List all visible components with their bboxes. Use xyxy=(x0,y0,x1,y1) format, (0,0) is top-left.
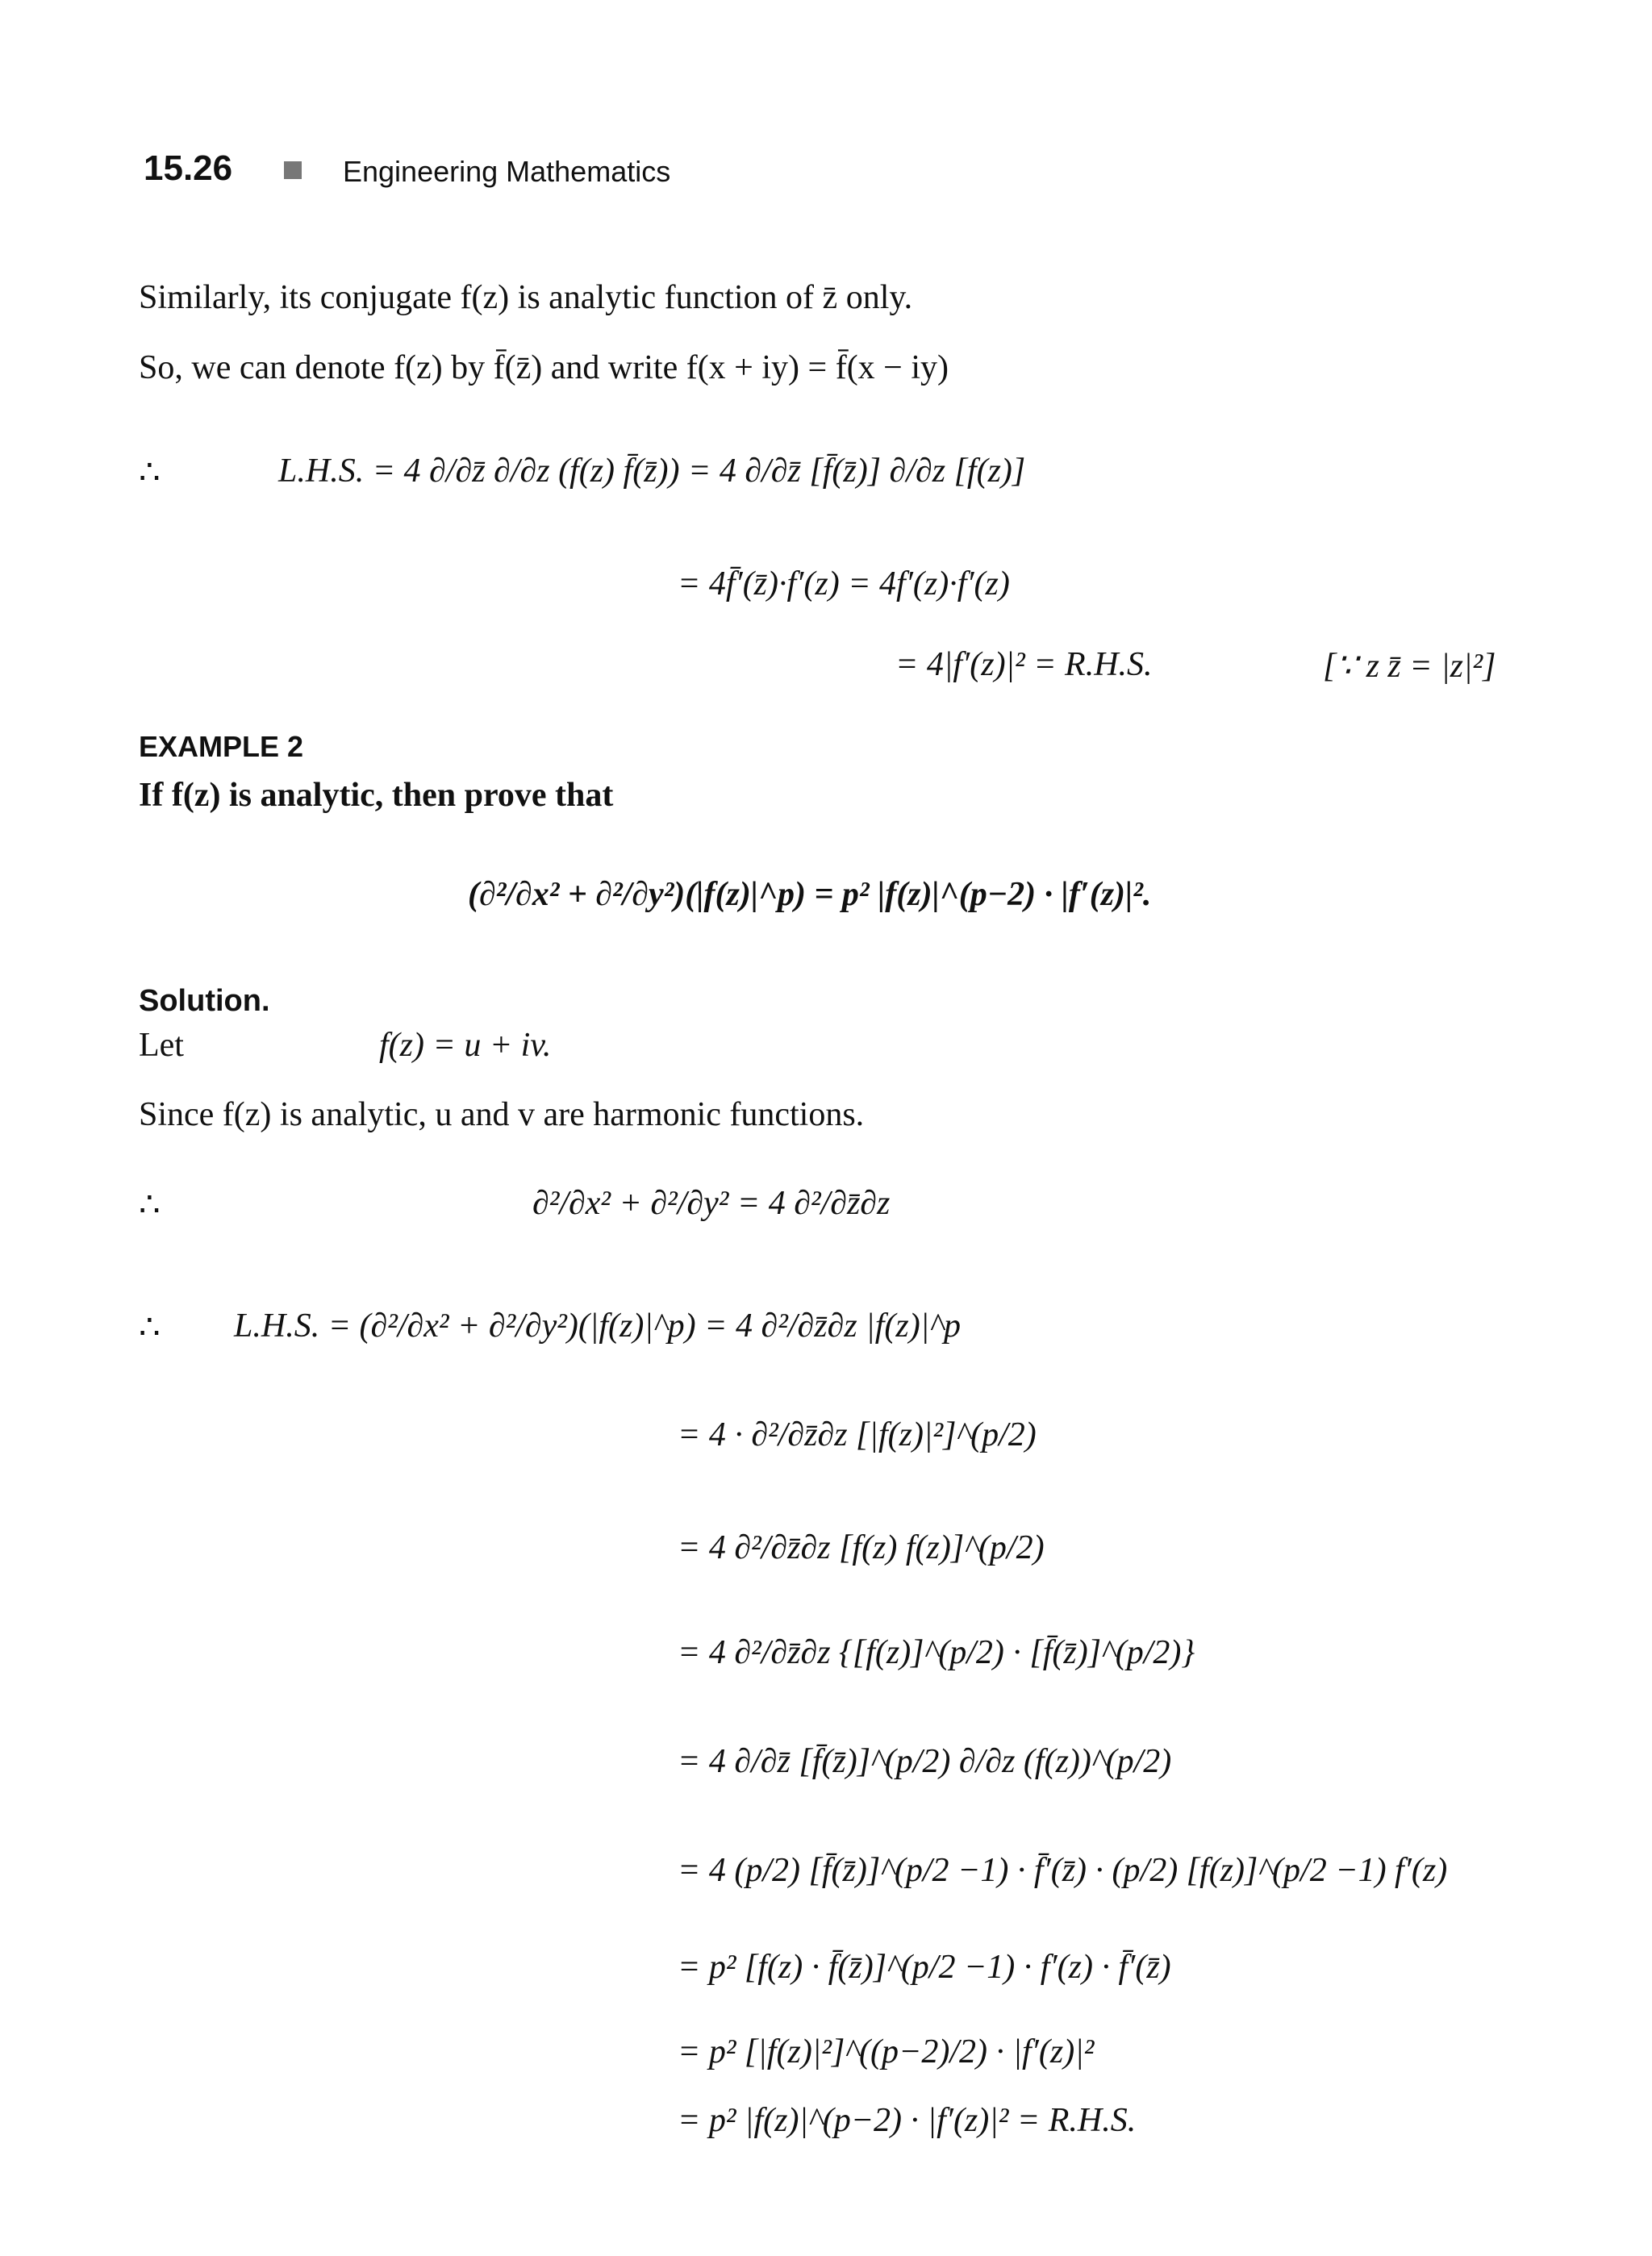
therefore-symbol: ∴ xyxy=(139,454,161,491)
solution-step-7: = p² [|f(z)|²]^((p−2)/2) · |f′(z)|² xyxy=(678,2033,1095,2070)
paragraph-denote: So, we can denote f(z) by f̄(z̄) and write f(x + iy) = f̄(x − iy) xyxy=(139,349,949,386)
example-label: EXAMPLE 2 xyxy=(139,730,304,763)
laplace-operator: ∂²/∂x² + ∂²/∂y² = 4 ∂²/∂z̄∂z xyxy=(532,1185,891,1222)
let-word: Let xyxy=(139,1027,184,1064)
example-formula: (∂²/∂x² + ∂²/∂y²)(|f(z)|^p) = p² |f(z)|^(p−2) · |f′(z)|². xyxy=(468,876,1152,913)
therefore-symbol-3: ∴ xyxy=(139,1309,161,1346)
equation-step-2: = 4f̄′(z̄)·f′(z) = 4f′(z)·f′(z) xyxy=(678,565,1010,603)
solution-step-6: = p² [f(z) · f̄(z̄)]^(p/2 −1) · f′(z) · f̄′(z̄) xyxy=(678,1949,1171,1986)
let-expression: f(z) = u + iv. xyxy=(379,1027,552,1064)
solution-lhs: L.H.S. = (∂²/∂x² + ∂²/∂y²)(|f(z)|^p) = 4 ∂²/∂z̄∂z |f(z)|^p xyxy=(234,1307,961,1345)
equation-step-3: = 4|f′(z)|² = R.H.S. xyxy=(895,646,1153,683)
therefore-symbol-2: ∴ xyxy=(139,1186,161,1224)
paragraph-conjugate: Similarly, its conjugate f(z) is analytic function of z̄ only. xyxy=(139,279,913,316)
harmonic-statement: Since f(z) is analytic, u and v are harmonic functions. xyxy=(139,1096,865,1133)
lhs-equation-1: L.H.S. = 4 ∂/∂z̄ ∂/∂z (f(z) f̄(z̄)) = 4 ∂/∂z̄ [f̄(z̄)] ∂/∂z [f(z)] xyxy=(278,452,1026,490)
since-note: [∵ z z̄ = |z|²] xyxy=(1323,648,1496,685)
solution-label: Solution. xyxy=(139,984,270,1018)
solution-step-8: = p² |f(z)|^(p−2) · |f′(z)|² = R.H.S. xyxy=(678,2102,1137,2139)
solution-step-1: = 4 · ∂²/∂z̄∂z [|f(z)|²]^(p/2) xyxy=(678,1416,1037,1453)
solution-step-5: = 4 (p/2) [f̄(z̄)]^(p/2 −1) · f̄′(z̄) · (p/2) [f(z)]^(p/2 −1) f′(z) xyxy=(678,1852,1448,1889)
example-statement: If f(z) is analytic, then prove that xyxy=(139,777,614,814)
header-square-icon xyxy=(284,161,302,179)
book-title: Engineering Mathematics xyxy=(343,155,671,188)
solution-step-2: = 4 ∂²/∂z̄∂z [f(z) f(z)]^(p/2) xyxy=(678,1529,1045,1566)
solution-step-4: = 4 ∂/∂z̄ [f̄(z̄)]^(p/2) ∂/∂z (f(z))^(p/2) xyxy=(678,1743,1172,1780)
solution-step-3: = 4 ∂²/∂z̄∂z {[f(z)]^(p/2) · [f̄(z̄)]^(p/2)} xyxy=(678,1634,1195,1671)
page-number: 15.26 xyxy=(144,148,233,188)
